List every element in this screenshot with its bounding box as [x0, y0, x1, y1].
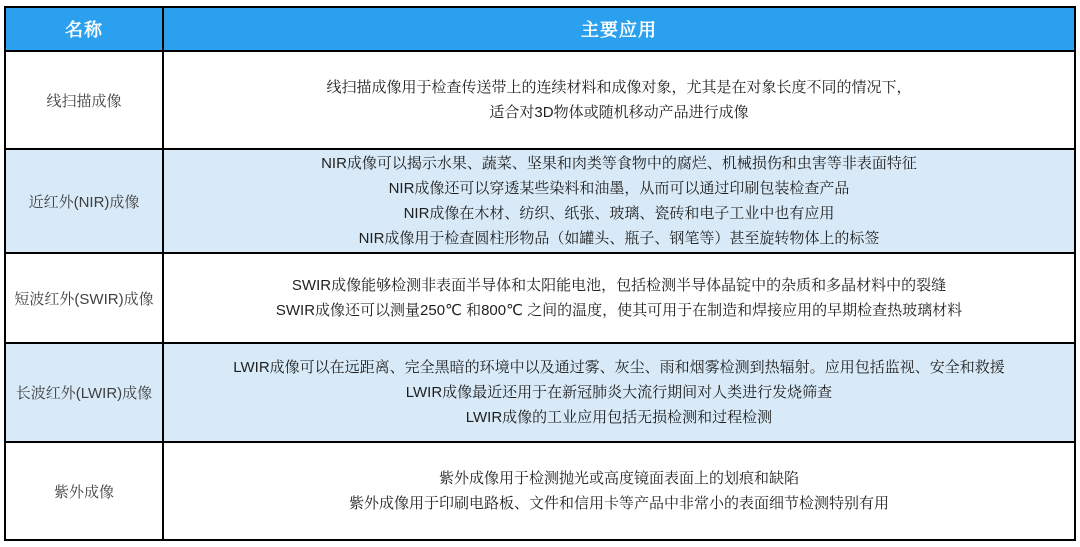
row-applications-uv — [164, 443, 1074, 539]
row-applications-swir — [164, 254, 1074, 342]
row-name-uv: 紫外成像 — [6, 443, 164, 539]
application-line: 紫外成像用于印刷电路板、文件和信用卡等产品中非常小的表面细节检测特别有用 — [348, 495, 889, 512]
application-line: 适合对3D物体或随机移动产品进行成像 — [489, 104, 749, 121]
table-row-lwir — [6, 344, 1074, 443]
row-name-nir: 近红外(NIR)成像 — [6, 150, 164, 252]
application-line: NIR成像还可以穿透某些染料和油墨，从而可以通过印刷包装检查产品 — [388, 180, 850, 197]
application-line: 紫外成像用于检测抛光或高度镜面表面上的划痕和缺陷 — [438, 470, 799, 487]
row-applications-line-scan — [164, 52, 1074, 148]
row-name-lwir: 长波红外(LWIR)成像 — [6, 344, 164, 441]
table-header-row — [6, 8, 1074, 52]
application-line: LWIR成像最近还用于在新冠肺炎大流行期间对人类进行发烧筛查 — [405, 384, 833, 401]
imaging-applications-table — [4, 6, 1076, 541]
table-row-line-scan — [6, 52, 1074, 150]
row-name-line-scan: 线扫描成像 — [6, 52, 164, 148]
application-line: SWIR成像能够检测非表面半导体和太阳能电池，包括检测半导体晶锭中的杂质和多晶材料中的裂缝 — [291, 277, 947, 294]
application-line: LWIR成像可以在远距离、完全黑暗的环境中以及通过雾、灰尘、雨和烟雾检测到热辐射。应用包括监视、安全和救援 — [233, 359, 1005, 376]
table-row-uv — [6, 443, 1074, 539]
header-applications-cell: 主要应用 — [581, 20, 657, 40]
application-line: 线扫描成像用于检查传送带上的连续材料和成像对象，尤其是在对象长度不同的情况下， — [326, 79, 912, 96]
table-row-swir — [6, 254, 1074, 344]
table-row-nir — [6, 150, 1074, 254]
application-line: NIR成像可以揭示水果、蔬菜、坚果和肉类等食物中的腐烂、机械损伤和虫害等非表面特征 — [321, 155, 917, 172]
application-line: LWIR成像的工业应用包括无损检测和过程检测 — [465, 409, 773, 426]
header-name-cell: 名称 — [6, 8, 164, 50]
application-line: NIR成像用于检查圆柱形物品（如罐头、瓶子、钢笔等）甚至旋转物体上的标签 — [358, 230, 880, 247]
row-applications-nir — [164, 150, 1074, 252]
application-line: SWIR成像还可以测量250℃ 和800℃ 之间的温度，使其可用于在制造和焊接应用的早期检查热玻璃材料 — [275, 302, 963, 319]
row-applications-lwir — [164, 344, 1074, 441]
row-name-swir: 短波红外(SWIR)成像 — [6, 254, 164, 342]
application-line: NIR成像在木材、纺织、纸张、玻璃、瓷砖和电子工业中也有应用 — [403, 205, 835, 222]
